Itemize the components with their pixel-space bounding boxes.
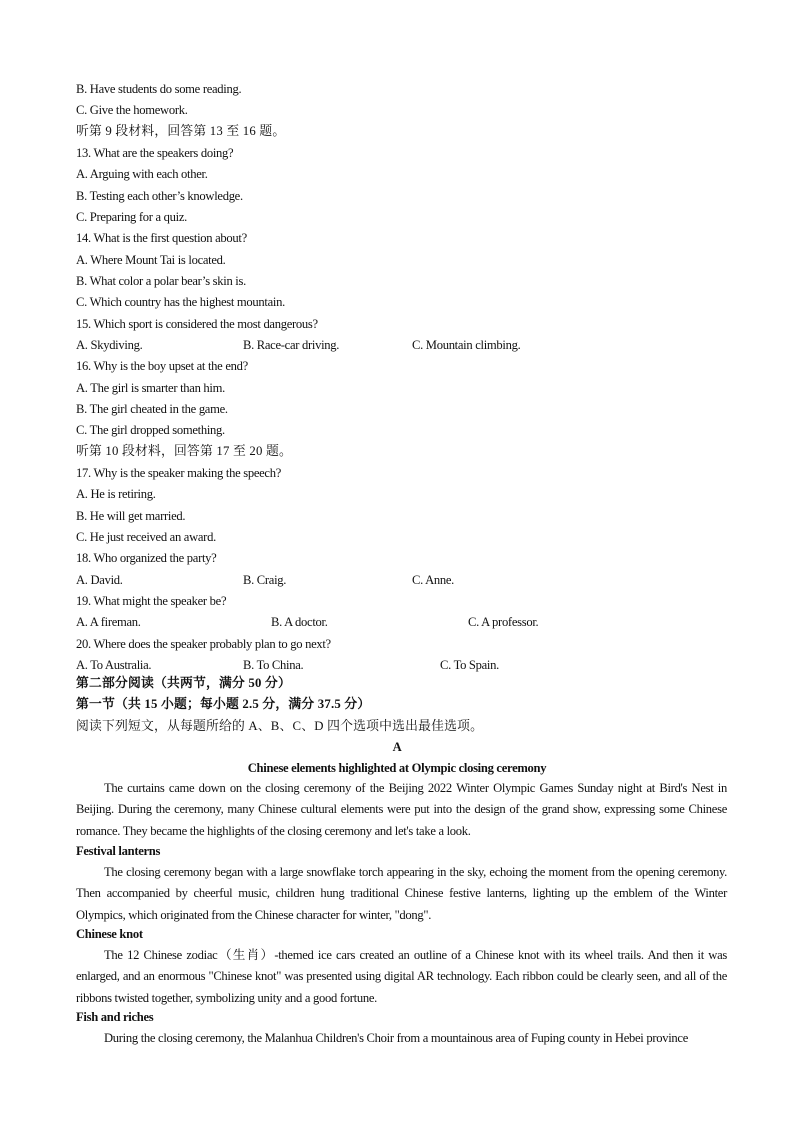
options-row: [76, 570, 727, 590]
question-stem: 15. Which sport is considered the most dangerous?: [76, 317, 318, 331]
question-stem: 19. What might the speaker be?: [76, 594, 227, 608]
options-row: [76, 335, 727, 355]
option-line: C. The girl dropped something.: [76, 423, 225, 437]
options-row: [76, 655, 727, 675]
option-line: C. Give the homework.: [76, 103, 188, 117]
question-stem: 13. What are the speakers doing?: [76, 146, 234, 160]
option-c: C. To Spain.: [440, 658, 499, 672]
option-b: B. A doctor.: [271, 615, 328, 629]
passage-letter: A: [392, 740, 402, 754]
option-a: A. David.: [76, 573, 123, 587]
question-stem: 17. Why is the speaker making the speech?: [76, 466, 281, 480]
option-b: B. To China.: [243, 658, 304, 672]
question-stem: 14. What is the first question about?: [76, 231, 247, 245]
option-line: B. Testing each other’s knowledge.: [76, 189, 243, 203]
passage-subheading: Fish and riches: [76, 1010, 154, 1024]
passage-paragraph: During the closing ceremony, the Malanhua Children's Choir from a mountainous area of Fuping county in Hebei province: [104, 1031, 688, 1045]
passage-paragraph: The curtains came down on the closing ceremony of the Beijing 2022 Winter Olympic Games Sunday night at Bird's Nest in Beijing. During the ceremony, many Chinese cultural elements were put into the design of the grand show, expressing some Chinese romance. They became the highlights of the closing ceremony and let's take a look.: [76, 781, 727, 838]
option-line: B. What color a polar bear’s skin is.: [76, 274, 246, 288]
option-line: B. Have students do some reading.: [76, 82, 242, 96]
passage-paragraph: The closing ceremony began with a large snowflake torch appearing in the sky, echoing the moment from the opening ceremony. Then accompanied by cheerful music, children hung traditional Chinese festive lanterns, lighting up the emblem of the Winter Olympics, which originated from the Chinese character for winter, "dong".: [76, 865, 727, 922]
option-a: A. To Australia.: [76, 658, 152, 672]
option-line: B. The girl cheated in the game.: [76, 402, 228, 416]
option-line: C. Preparing for a quiz.: [76, 210, 188, 224]
option-a: A. A fireman.: [76, 615, 141, 629]
section-instruction: 阅读下列短文，从每题所给的 A、B、C、D 四个选项中选出最佳选项。: [76, 719, 484, 733]
passage-paragraph: The 12 Chinese zodiac（生肖）-themed ice cars created an outline of a Chinese knot with its wheel trails. And then it was enlarged, and an enormous "Chinese knot" was presented using digital AR technology. Each ribbon could be clearly seen, and all of the ribbons twisted together, symbolizing unity and a good fortune.: [76, 948, 727, 1005]
section-instruction: 听第 9 段材料，回答第 13 至 16 题。: [76, 124, 286, 138]
option-line: C. He just received an award.: [76, 530, 216, 544]
option-line: A. The girl is smarter than him.: [76, 381, 225, 395]
section-instruction: 听第 10 段材料，回答第 17 至 20 题。: [76, 444, 292, 458]
option-line: A. He is retiring.: [76, 487, 156, 501]
option-line: C. Which country has the highest mountain.: [76, 295, 285, 309]
option-c: C. A professor.: [468, 615, 539, 629]
option-c: C. Mountain climbing.: [412, 338, 521, 352]
question-stem: 20. Where does the speaker probably plan to go next?: [76, 637, 331, 651]
question-stem: 18. Who organized the party?: [76, 551, 217, 565]
option-line: B. He will get married.: [76, 509, 186, 523]
part-title: 第二部分阅读（共两节，满分 50 分）: [76, 676, 291, 690]
section-title: 第一节（共 15 小题；每小题 2.5 分，满分 37.5 分）: [76, 697, 371, 711]
option-b: B. Craig.: [243, 573, 287, 587]
passage-title: Chinese elements highlighted at Olympic closing ceremony: [247, 761, 547, 775]
option-c: C. Anne.: [412, 573, 455, 587]
passage-subheading: Chinese knot: [76, 927, 143, 941]
options-row: [76, 612, 727, 632]
question-stem: 16. Why is the boy upset at the end?: [76, 359, 248, 373]
option-a: A. Skydiving.: [76, 338, 143, 352]
option-line: A. Arguing with each other.: [76, 167, 208, 181]
passage-subheading: Festival lanterns: [76, 844, 161, 858]
option-b: B. Race-car driving.: [243, 338, 340, 352]
option-line: A. Where Mount Tai is located.: [76, 253, 226, 267]
